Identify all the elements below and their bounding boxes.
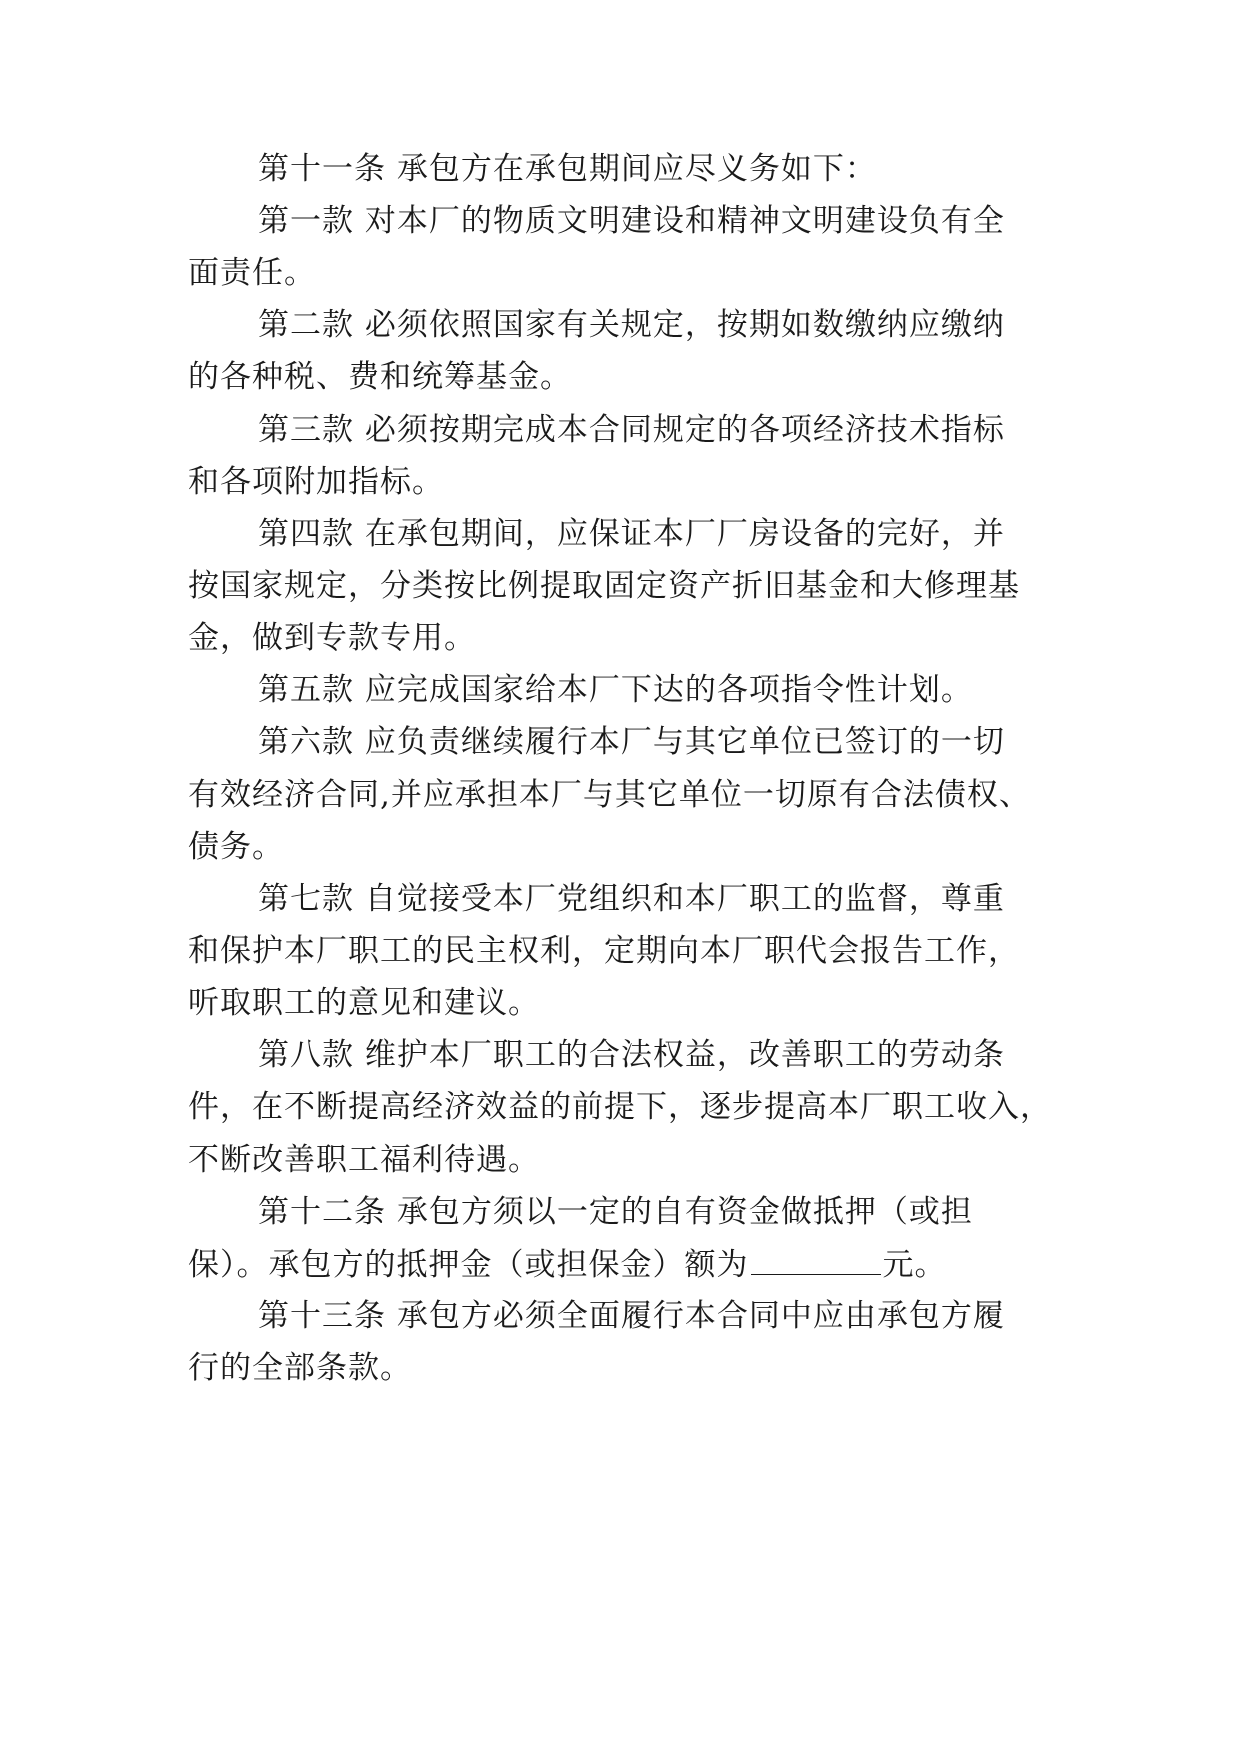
clause-6-line-3: 债务。: [188, 829, 284, 865]
clause-3-line-2: 和各项附加指标。: [188, 464, 444, 500]
clause-8-line-3: 不断改善职工福利待遇。: [188, 1142, 540, 1178]
clause-2-line-2: 的各种税、费和统筹基金。: [188, 359, 572, 395]
clause-8-line-1: 第八款 维护本厂职工的合法权益，改善职工的劳动条: [258, 1037, 1005, 1073]
article-12-text: 保）。承包方的抵押金（或担保金）额为: [188, 1247, 749, 1283]
deposit-amount-blank: [751, 1244, 881, 1275]
clause-1-line-2: 面责任。: [188, 255, 316, 291]
clause-6-line-2: 有效经济合同,并应承担本厂与其它单位一切原有合法债权、: [188, 777, 1031, 813]
article-11-heading: 第十一条 承包方在承包期间应尽义务如下：: [258, 151, 877, 187]
article-12-unit: 元。: [882, 1247, 947, 1283]
clause-5-line-1: 第五款 应完成国家给本厂下达的各项指令性计划。: [258, 672, 973, 708]
article-12-line-2: [188, 1244, 1058, 1284]
clause-4-line-1: 第四款 在承包期间，应保证本厂厂房设备的完好，并: [258, 516, 1005, 552]
clause-4-line-3: 金，做到专款专用。: [188, 620, 476, 656]
clause-7-line-1: 第七款 自觉接受本厂党组织和本厂职工的监督，尊重: [258, 881, 1005, 917]
clause-1-line-1: 第一款 对本厂的物质文明建设和精神文明建设负有全: [258, 203, 1005, 239]
article-13-line-2: 行的全部条款。: [188, 1350, 412, 1386]
clause-6-line-1: 第六款 应负责继续履行本厂与其它单位已签订的一切: [258, 724, 1005, 760]
clause-3-line-1: 第三款 必须按期完成本合同规定的各项经济技术指标: [258, 412, 1005, 448]
clause-4-line-2: 按国家规定，分类按比例提取固定资产折旧基金和大修理基: [188, 568, 1020, 604]
article-12-line-1: 第十二条 承包方须以一定的自有资金做抵押（或担: [258, 1194, 973, 1230]
clause-7-line-2: 和保护本厂职工的民主权利，定期向本厂职代会报告工作，: [188, 933, 1020, 969]
clause-7-line-3: 听取职工的意见和建议。: [188, 985, 540, 1021]
clause-2-line-1: 第二款 必须依照国家有关规定，按期如数缴纳应缴纳: [258, 307, 1005, 343]
article-13-line-1: 第十三条 承包方必须全面履行本合同中应由承包方履: [258, 1298, 1005, 1334]
clause-8-line-2: 件，在不断提高经济效益的前提下，逐步提高本厂职工收入，: [188, 1089, 1052, 1125]
